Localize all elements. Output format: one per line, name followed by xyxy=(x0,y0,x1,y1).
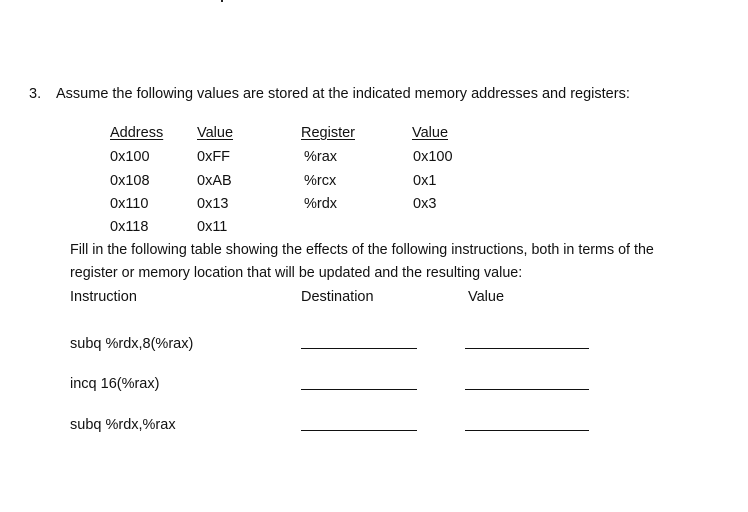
memory-value-header: Value xyxy=(197,125,234,141)
memory-value: 0x13 xyxy=(197,196,229,212)
register-name: %rcx xyxy=(304,173,337,189)
register-value: 0x100 xyxy=(413,149,453,165)
destination-blank[interactable] xyxy=(301,430,417,431)
memory-address: 0x108 xyxy=(110,173,150,189)
register-value-header: Value xyxy=(412,125,449,141)
memory-address-header: Address xyxy=(110,125,164,141)
memory-address: 0x100 xyxy=(110,149,150,165)
memory-value: 0xFF xyxy=(197,149,231,165)
question-prompt: Assume the following values are stored at the indicated memory addresses and registers: xyxy=(56,86,630,102)
destination-column-header: Destination xyxy=(301,289,374,305)
register-name: %rax xyxy=(304,149,338,165)
memory-address: 0x110 xyxy=(110,196,149,212)
instructions-line-2: register or memory location that will be updated and the resulting value: xyxy=(70,265,523,281)
instruction-text: subq %rdx,8(%rax) xyxy=(70,336,194,352)
value-blank[interactable] xyxy=(465,348,589,349)
value-column-header: Value xyxy=(468,289,505,305)
register-name: %rdx xyxy=(304,196,338,212)
register-name-header: Register xyxy=(301,125,355,141)
question-number: 3. xyxy=(29,86,42,102)
instruction-text: subq %rdx,%rax xyxy=(70,417,176,433)
instructions-line-1: Fill in the following table showing the effects of the following instructions, both in terms of the xyxy=(70,242,654,258)
destination-blank[interactable] xyxy=(301,389,417,390)
instruction-column-header: Instruction xyxy=(70,289,137,305)
instruction-text: incq 16(%rax) xyxy=(70,376,160,392)
stray-dot xyxy=(221,0,223,2)
memory-value: 0xAB xyxy=(197,173,232,189)
memory-value: 0x11 xyxy=(197,219,228,235)
register-value: 0x3 xyxy=(413,196,437,212)
register-value: 0x1 xyxy=(413,173,437,189)
value-blank[interactable] xyxy=(465,430,589,431)
memory-address: 0x118 xyxy=(110,219,149,235)
destination-blank[interactable] xyxy=(301,348,417,349)
value-blank[interactable] xyxy=(465,389,589,390)
